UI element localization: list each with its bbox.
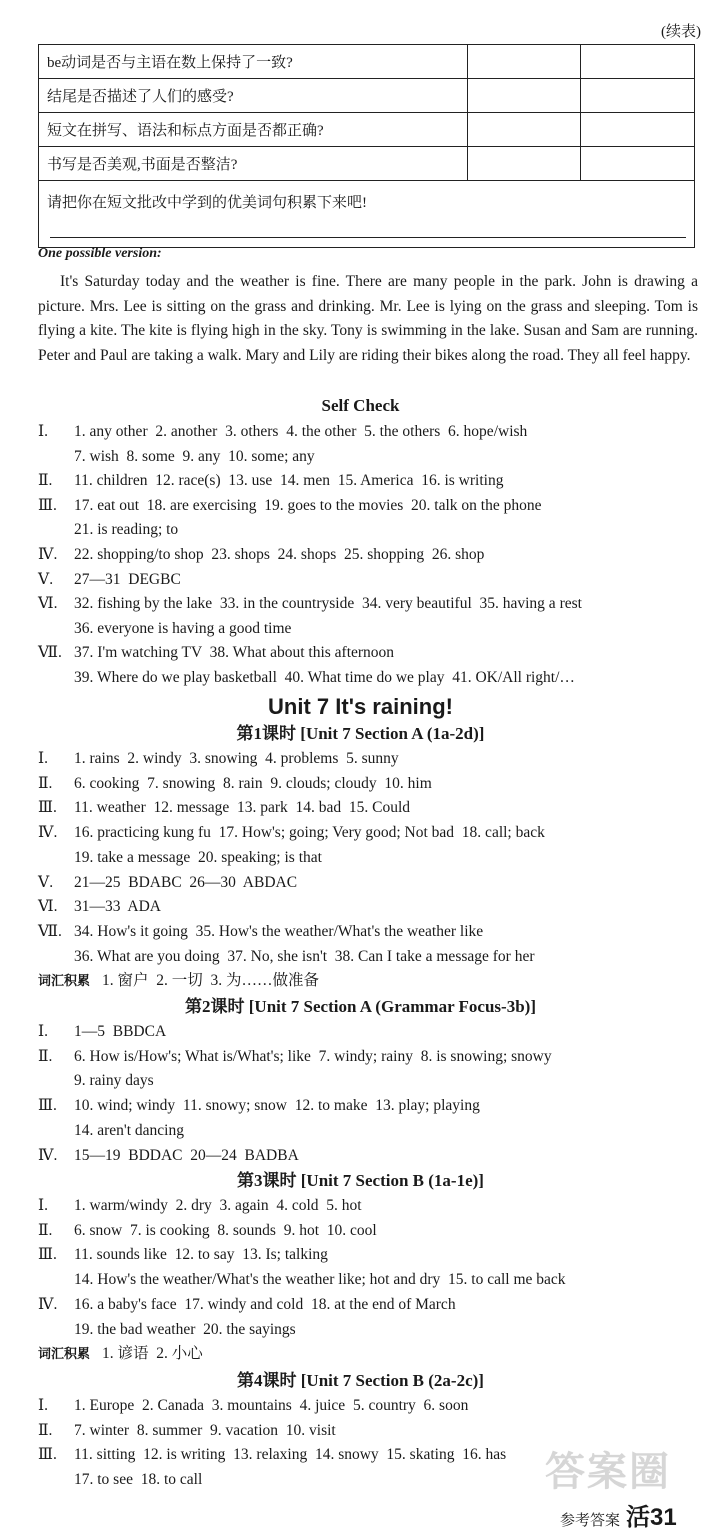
answer-line: [38, 1396, 468, 1416]
answer-line: [38, 1470, 202, 1490]
lesson-title: 第2课时 [Unit 7 Section A (Grammar Focus-3b)]: [185, 997, 536, 1016]
vocab-text: 1. 谚语 2. 小心: [102, 1345, 203, 1363]
answer-text: 32. fishing by the lake 33. in the countryside 34. very beautiful 35. having a rest: [74, 595, 582, 613]
checklist-question: be动词是否与主语在数上保持了一致?: [39, 45, 468, 79]
checklist-question: 短文在拼写、语法和标点方面是否都正确?: [39, 113, 468, 147]
answer-text: 1. rains 2. windy 3. snowing 4. problems 5. sunny: [74, 750, 399, 767]
answer-text: 6. snow 7. is cooking 8. sounds 9. hot 10. cool: [74, 1221, 377, 1239]
answer-text: 36. everyone is having a good time: [74, 619, 292, 637]
answer-text: 9. rainy days: [74, 1072, 154, 1090]
answer-line: [38, 643, 394, 663]
answer-line: [38, 1221, 377, 1241]
answer-line: [38, 1295, 456, 1315]
question-group-number: Ⅰ.: [38, 1397, 48, 1414]
answer-text: 17. to see 18. to call: [74, 1471, 203, 1489]
answer-line: [38, 823, 545, 843]
question-group-number: Ⅳ.: [38, 824, 58, 842]
answer-line: [38, 594, 582, 614]
vocab-line: [38, 971, 319, 991]
lesson-title: 第1课时 [Unit 7 Section A (1a-2d)]: [236, 724, 485, 743]
question-group-number: Ⅱ.: [38, 774, 53, 792]
answer-line: [38, 1022, 166, 1042]
checklist-question: 书写是否美观,书面是否整洁?: [39, 147, 468, 181]
vocab-line: [38, 1344, 203, 1364]
answer-text: 19. the bad weather 20. the sayings: [74, 1320, 296, 1338]
answer-text: 14. How's the weather/What's the weather like; hot and dry 15. to call me back: [74, 1271, 566, 1289]
lesson-title: 第3课时 [Unit 7 Section B (1a-1e)]: [237, 1171, 484, 1190]
answer-line: [38, 447, 315, 467]
checklist-cell: [581, 45, 695, 79]
answer-line: [38, 1146, 299, 1166]
checklist-question: 结尾是否描述了人们的感受?: [39, 79, 468, 113]
question-group-number: Ⅲ.: [38, 1446, 57, 1464]
answer-line: [38, 774, 432, 794]
question-group-number: Ⅲ.: [38, 496, 57, 514]
question-group-number: Ⅱ.: [38, 1047, 53, 1065]
checklist-cell: [581, 79, 695, 113]
checklist-row: [39, 45, 695, 79]
question-group-number: Ⅲ.: [38, 1097, 57, 1115]
answer-line: [38, 1121, 184, 1141]
answer-text: 6. How is/How's; What is/What's; like 7. windy; rainy 8. is snowing; snowy: [74, 1047, 552, 1065]
question-group-number: Ⅴ.: [38, 570, 54, 588]
question-group-number: Ⅰ.: [38, 1023, 48, 1040]
checklist-cell: [467, 147, 581, 181]
answer-text: 15—19 BDDAC 20—24 BADBA: [74, 1146, 299, 1164]
answer-text: 21—25 BDABC 26—30 ABDAC: [74, 873, 298, 891]
answer-line: [38, 1196, 362, 1216]
answer-line: [38, 1270, 566, 1290]
vocab-label: 词汇积累: [38, 1346, 91, 1362]
answer-text: 6. cooking 7. snowing 8. rain 9. clouds; cloudy 10. him: [74, 774, 432, 792]
possible-version-label: One possible version:: [38, 246, 162, 261]
question-group-number: Ⅰ.: [38, 1197, 48, 1214]
answer-text: 11. children 12. race(s) 13. use 14. men 15. America 16. is writing: [74, 472, 504, 490]
answer-line: [38, 1320, 296, 1340]
answer-text: 17. eat out 18. are exercising 19. goes to the movies 20. talk on the phone: [74, 496, 542, 514]
question-group-number: Ⅶ.: [38, 922, 62, 940]
answer-text: 19. take a message 20. speaking; is that: [74, 848, 322, 866]
answer-line: [38, 897, 161, 917]
answer-line: [38, 947, 535, 967]
answer-line: [38, 1096, 480, 1116]
answer-text: 11. sounds like 12. to say 13. Is; talking: [74, 1246, 328, 1264]
checklist-table: [38, 44, 695, 248]
answer-line: [38, 749, 399, 769]
answer-line: [38, 798, 410, 818]
answer-text: 1. warm/windy 2. dry 3. again 4. cold 5. hot: [74, 1197, 362, 1214]
answer-text: 34. How's it going 35. How's the weather/What's the weather like: [74, 922, 484, 940]
unit-title: Unit 7 It's raining!: [268, 694, 453, 719]
question-group-number: Ⅵ.: [38, 595, 58, 613]
vocab-text: 1. 窗户 2. 一切 3. 为……做准备: [102, 972, 320, 990]
answer-line: [38, 471, 503, 491]
answer-text: 10. wind; windy 11. snowy; snow 12. to make 13. play; playing: [74, 1097, 480, 1115]
answer-line: [38, 1245, 328, 1265]
question-group-number: Ⅶ.: [38, 644, 62, 662]
question-group-number: Ⅲ.: [38, 1246, 57, 1264]
answer-text: 7. winter 8. summer 9. vacation 10. visit: [74, 1421, 336, 1439]
checklist-cell: [467, 79, 581, 113]
checklist-cell: [581, 147, 695, 181]
checklist-row: [39, 79, 695, 113]
checklist-row: [39, 147, 695, 181]
watermark: 答案圈: [545, 1450, 671, 1494]
continued-label: (续表): [661, 24, 701, 40]
answer-text: 16. practicing kung fu 17. How's; going; Very good; Not bad 18. call; back: [74, 824, 545, 842]
checklist-cell: [467, 113, 581, 147]
question-group-number: Ⅱ.: [38, 1421, 53, 1439]
footer-label: 参考答案: [560, 1513, 621, 1529]
answer-text: 21. is reading; to: [74, 521, 179, 539]
answer-line: [38, 1445, 506, 1465]
checklist-cell: [467, 45, 581, 79]
answer-text: 16. a baby's face 17. windy and cold 18. at the end of March: [74, 1295, 456, 1313]
answer-text: 36. What are you doing 37. No, she isn't 38. Can I take a message for her: [74, 947, 535, 965]
question-group-number: Ⅳ.: [38, 1295, 58, 1313]
answer-text: 11. weather 12. message 13. park 14. bad 15. Could: [74, 799, 411, 817]
answer-text: 1. any other 2. another 3. others 4. the other 5. the others 6. hope/wish: [74, 423, 528, 440]
answer-line: [38, 496, 541, 516]
answer-text: 22. shopping/to shop 23. shops 24. shops 25. shopping 26. shop: [74, 546, 485, 563]
answer-text: 37. I'm watching TV 38. What about this afternoon: [74, 644, 395, 662]
page-number: 活31: [626, 1504, 677, 1531]
question-group-number: Ⅰ.: [38, 750, 48, 767]
question-group-number: Ⅱ.: [38, 1221, 53, 1239]
question-group-number: Ⅱ.: [38, 472, 53, 490]
answer-text: 1. Europe 2. Canada 3. mountains 4. juice 5. country 6. soon: [74, 1397, 469, 1414]
answer-line: [38, 1421, 336, 1441]
answer-text: 1—5 BBDCA: [74, 1023, 167, 1040]
answer-text: 14. aren't dancing: [74, 1121, 184, 1139]
answer-line: [38, 873, 297, 893]
question-group-number: Ⅲ.: [38, 799, 57, 817]
answer-text: 31—33 ADA: [74, 898, 161, 916]
answer-text: 11. sitting 12. is writing 13. relaxing 14. snowy 15. skating 16. has: [74, 1446, 507, 1464]
answer-line: [38, 570, 181, 590]
answer-line: [38, 1071, 154, 1091]
checklist-cell: [581, 113, 695, 147]
answer-line: [38, 668, 575, 688]
answer-line: [38, 619, 291, 639]
question-group-number: Ⅳ.: [38, 546, 58, 563]
answer-text: 7. wish 8. some 9. any 10. some; any: [74, 447, 315, 465]
answer-text: 39. Where do we play basketball 40. What time do we play 41. OK/All right/…: [74, 669, 575, 686]
self-check-title: Self Check: [321, 396, 400, 415]
question-group-number: Ⅴ.: [38, 873, 54, 891]
answer-text: 27—31 DEGBC: [74, 570, 181, 588]
question-group-number: Ⅵ.: [38, 898, 58, 916]
answer-line: [38, 848, 322, 868]
question-group-number: Ⅳ.: [38, 1146, 58, 1164]
writing-line: [50, 237, 686, 238]
vocab-label: 词汇积累: [38, 973, 91, 989]
sample-essay: It's Saturday today and the weather is fine. There are many people in the park. John is drawing a picture. Mrs. Lee is sitting on the grass and drinking. Mr. Lee is lying on the grass and sleeping. Tom is flying a kite. The kite is flying high in the sky. Tony is swimming in the lake. Susan and Sam are running. Peter and Paul are taking a walk. Mary and Lily are riding their bikes along the road. They all feel happy.: [38, 273, 698, 364]
lesson-title: 第4课时 [Unit 7 Section B (2a-2c)]: [237, 1371, 484, 1390]
answer-line: [38, 422, 527, 442]
answer-line: [38, 520, 178, 540]
checklist-note: 请把你在短文批改中学到的优美词句积累下来吧!: [39, 181, 695, 248]
answer-line: [38, 922, 483, 942]
checklist-row: [39, 113, 695, 147]
page-footer: [560, 1497, 677, 1532]
answer-line: [38, 545, 484, 565]
answer-line: [38, 1047, 552, 1067]
question-group-number: Ⅰ.: [38, 423, 48, 440]
